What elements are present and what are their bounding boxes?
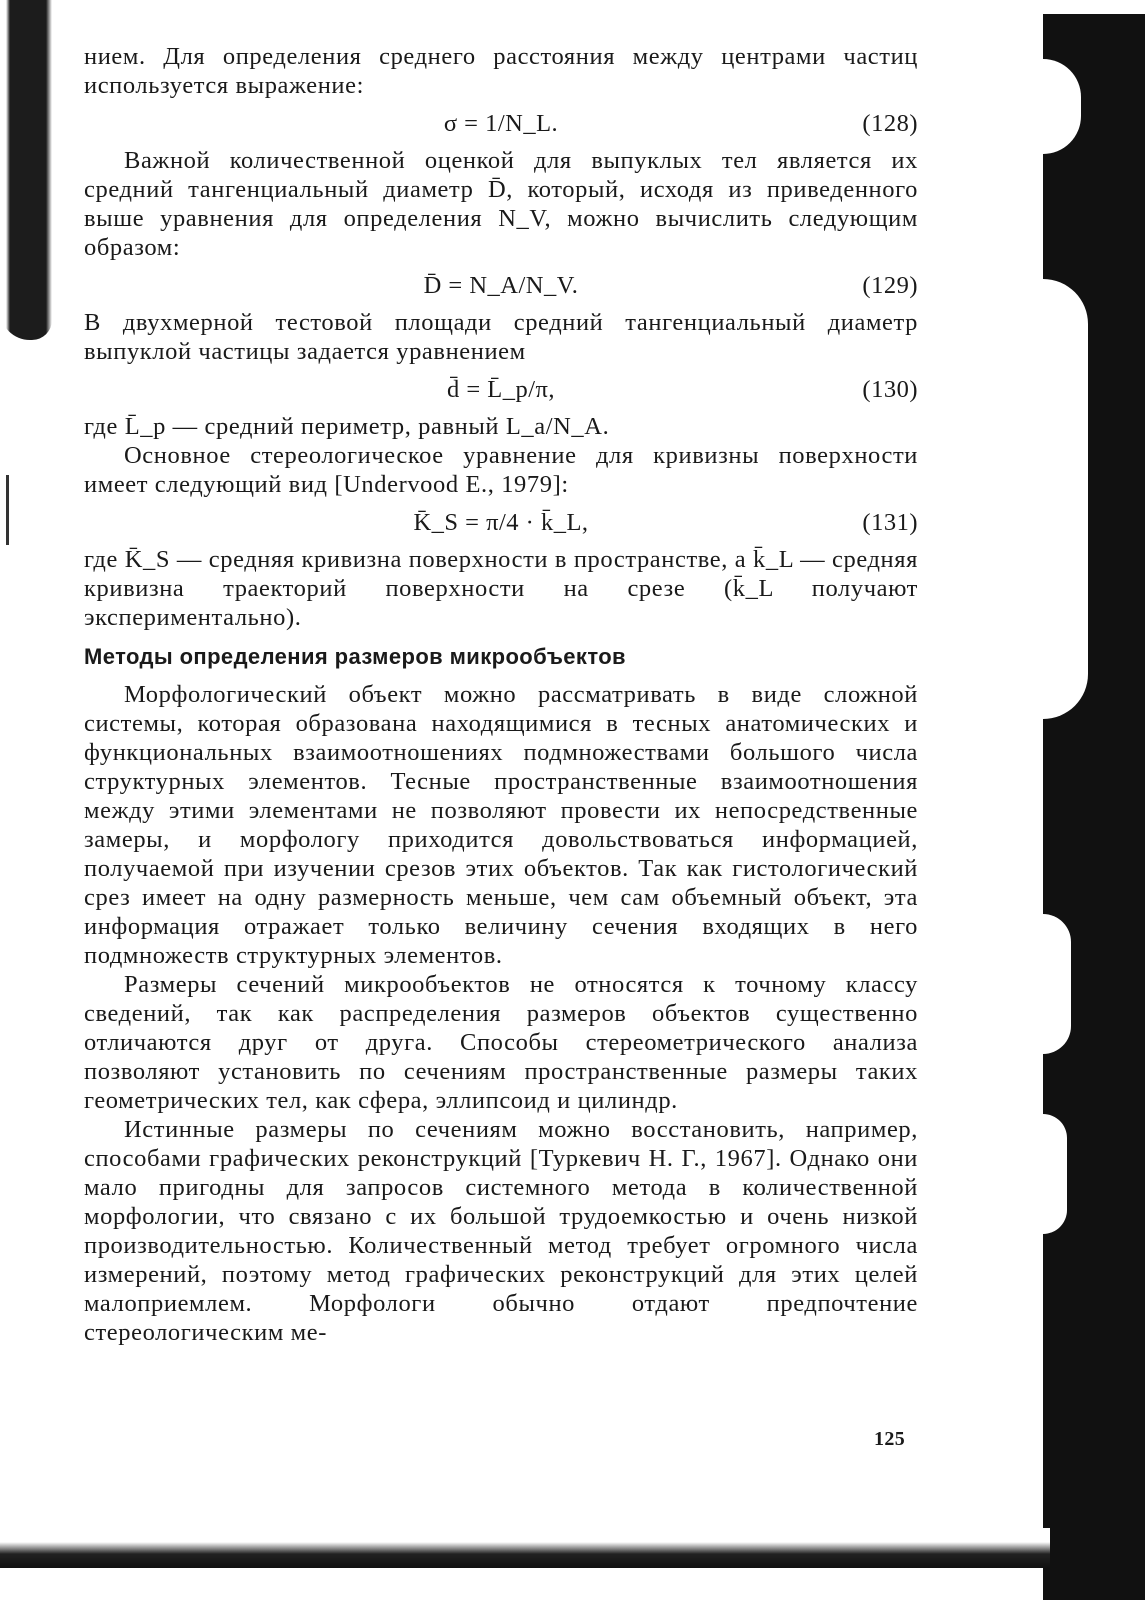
scan-margin-mark: [6, 475, 17, 545]
paragraph-perimeter-definition: где L̄_p — средний периметр, равный L_a/N_A.: [84, 413, 610, 440]
paragraph-section-sizes: Размеры сечений микрообъектов не относятся к точному классу сведений, так как распределения размеров объектов существенно отличаются друг от друга. Способы стереометрического анализа позволяют установить по сечениям пространственные размеры таких геометрических тел, как сфера, эллипсоид и цилиндр.: [84, 971, 918, 1114]
equation-129: [84, 266, 918, 306]
equation-131-formula: K̄_S = π/4 · k̄_L,: [413, 509, 589, 536]
scan-shadow-bottom: [0, 1528, 1050, 1568]
equation-129-number: (129): [862, 272, 918, 299]
equation-130-formula: d̄ = L̄_p/π,: [446, 376, 556, 403]
paragraph-morphological-object: Морфологический объект можно рассматривать в виде сложной системы, которая образована находящимися в тесных анатомических и функциональных взаимоотношениях подмножествами большого числа структурных элементов. Тесные пространственные взаимоотношения между этими элементами не позволяют провести их непосредственные замеры, и морфологу приходится довольствоваться информацией, получаемой при изучении срезов этих объектов. Так как гистологический срез имеет на одну размерность меньше, чем сам объемный объект, эта информация отражает только величину сечения входящих в него подмножеств структурных элементов.: [84, 681, 918, 969]
equation-131: [84, 503, 918, 543]
equation-130-number: (130): [862, 376, 918, 403]
paragraph-curvature-definition: где K̄_S — средняя кривизна поверхности в пространстве, а k̄_L — средняя кривизна траекторий поверхности на срезе (k̄_L получают экспериментально).: [84, 546, 918, 631]
page-number: 125: [874, 1428, 906, 1450]
paragraph-intro: нием. Для определения среднего расстояния между центрами частиц используется выражение:: [84, 43, 918, 99]
scan-shadow-right: [1043, 14, 1145, 1600]
equation-130: [84, 370, 918, 410]
paragraph-tangential-diameter: Важной количественной оценкой для выпуклых тел является их средний тангенциальный диаметр D̄, который, исходя из приведенного выше уравнения для определения N_V, можно вычислить следующим образом:: [84, 147, 918, 261]
book-page: [84, 42, 918, 1347]
paragraph-true-sizes: Истинные размеры по сечениям можно восстановить, например, способами графических реконструкций [Туркевич Н. Г., 1967]. Однако они мало пригодны для запросов системного метода в количественной морфологии, что связано с их большой трудоемкостью и очень низкой производительностью. Количественный метод требует огромного числа измерений, поэтому метод графических реконструкций для этих целей малоприемлем. Морфологи обычно отдают предпочтение стереологическим ме-: [84, 1116, 918, 1346]
paragraph-2d-test-area: В двухмерной тестовой площади средний тангенциальный диаметр выпуклой частицы задается уравнением: [84, 309, 918, 365]
scan-shadow-left: [0, 0, 52, 340]
equation-128: [84, 104, 918, 144]
paragraph-curvature-equation: Основное стереологическое уравнение для кривизны поверхности имеет следующий вид [Undervood E., 1979]:: [84, 442, 918, 498]
equation-128-number: (128): [862, 110, 918, 137]
section-heading: Методы определения размеров микрообъектов: [84, 644, 626, 669]
equation-129-formula: D̄ = N_A/N_V.: [423, 272, 579, 299]
equation-128-formula: σ = 1/N_L.: [443, 110, 559, 137]
equation-131-number: (131): [862, 509, 918, 536]
